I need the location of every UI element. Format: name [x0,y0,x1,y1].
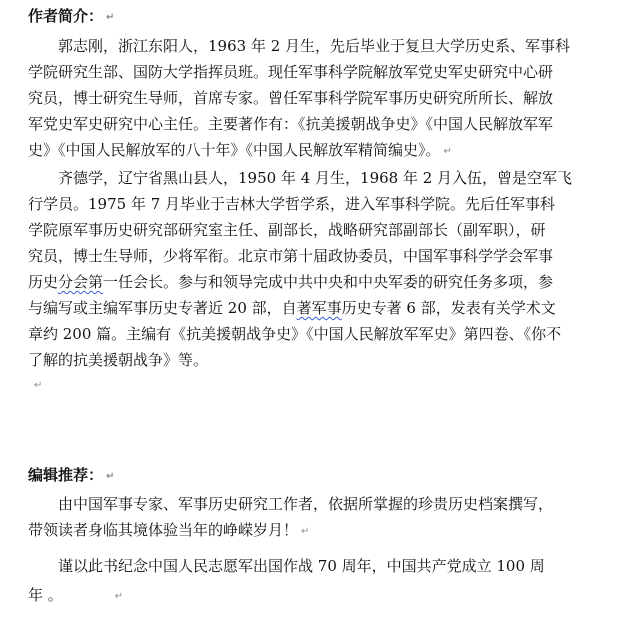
text-line: 历史分会第一任会长。参与和领导完成中共中央和中央军委的研究任务多项，参 [28,273,554,291]
text-line: 带领读者身临其境体验当年的峥嵘岁月！ ↵ [28,521,310,539]
author-intro-heading: 作者简介： ↵ [28,7,115,25]
text-line: 学院研究生部、国防大学指挥员班。现任军事科学院解放军党史军史研究中心研 [28,63,554,81]
text-line: 郭志刚，浙江东阳人，1963 年 2 月生，先后毕业于复旦大学历史系、军事科 [58,37,571,55]
paragraph-mark-icon: ↵ [443,146,452,157]
text-line: 与编写或主编军事历史专著近 20 部，自著军事历史专著 6 部，发表有关学术文 [28,299,556,317]
spellcheck-underline: 著军事 [296,299,342,317]
text-line: 军党史军史研究中心主任。主要著作有：《抗美援朝战争史》《中国人民解放军军 [28,115,554,133]
text-line: 究员，博士研究生导师，首席专家。曾任军事科学院军事历史研究所所长、解放 [28,89,554,107]
paragraph-mark-icon: ↵ [114,591,124,602]
text-line: 行学员。1975 年 7 月毕业于吉林大学哲学系，进入军事科学院。先后任军事科 [28,195,556,213]
text-line: 学院原军事历史研究部研究室主任、副部长，战略研究部副部长（副军职），研 [28,221,546,239]
editor-recommend-heading: 编辑推荐： ↵ [28,466,115,484]
text-line: 究员，博士生导师，少将军衔。北京市第十届政协委员，中国军事科学学会军事 [28,247,554,265]
spellcheck-underline: 分会第 [58,273,104,291]
text-line: 史》《中国人民解放军的八十年》《中国人民解放军精简编史》。 ↵ [28,141,452,159]
paragraph-mark-icon: ↵ [301,526,310,537]
paragraph-mark-icon: ↵ [34,380,43,391]
text-line: 谨以此书纪念中国人民志愿军出国作战 70 周年，中国共产党成立 100 周 [58,557,545,575]
text-line: 齐德学，辽宁省黑山县人，1950 年 4 月生，1968 年 2 月入伍，曾是空军飞 [58,169,573,187]
text-line: 了解的抗美援朝战争》等。 [28,351,209,369]
text-line: 年 。 ↵ [28,586,124,604]
text-line: 由中国军事专家、军事历史研究工作者，依据所掌握的珍贵历史档案撰写， [58,495,554,513]
text-line: 章约 200 篇。主编有《抗美援朝战争史》《中国人民解放军军史》第四卷、《你不 [28,325,562,343]
paragraph-mark-icon: ↵ [106,12,115,23]
paragraph-mark-icon: ↵ [106,471,115,482]
